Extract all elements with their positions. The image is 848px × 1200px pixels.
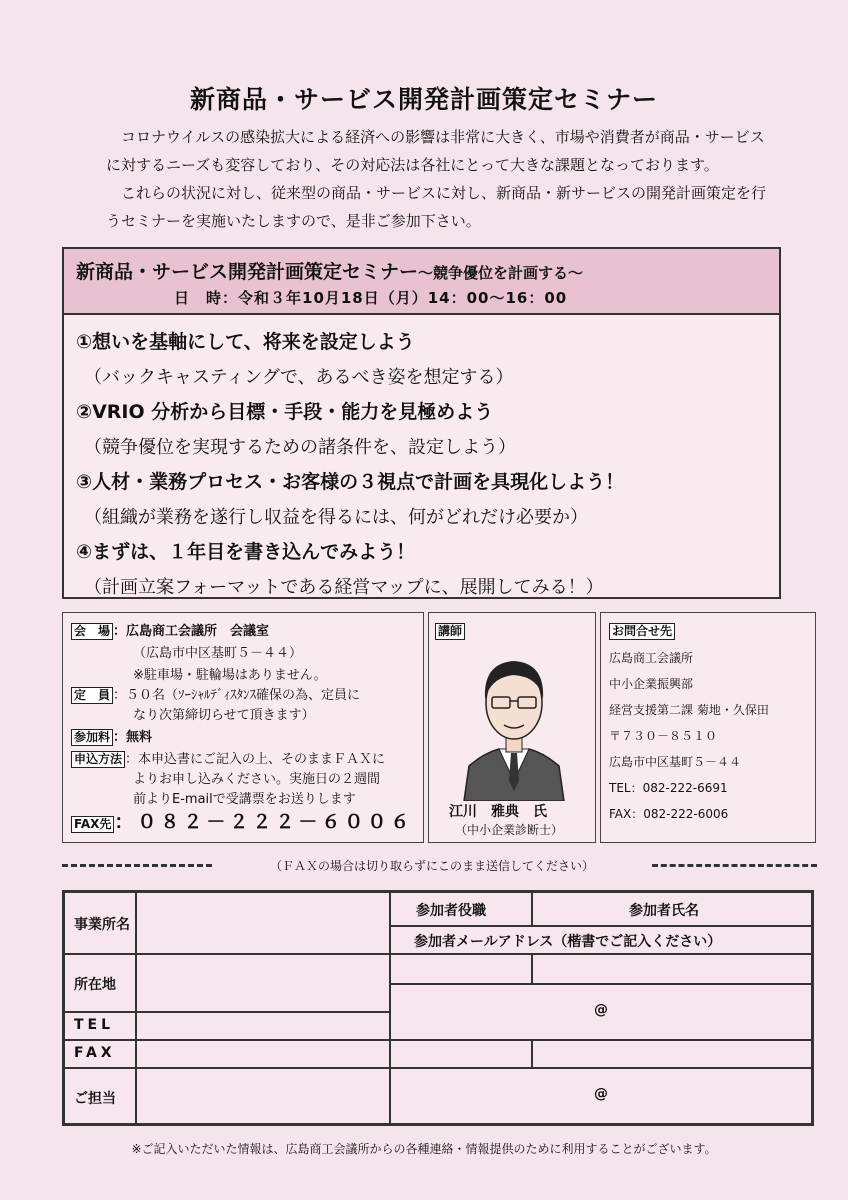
person-field[interactable] [136,1068,390,1124]
apply-line-3: 前よりE-mailで受講票をお送りします [133,792,356,807]
fee-label: 参加料 [71,729,113,746]
company-field[interactable] [136,892,390,954]
lecturer-name: 江川 雅典 氏 [449,804,547,820]
name-header: 参加者氏名 [629,903,699,919]
contact-label: お問合せ先 [609,623,675,640]
email-header: 参加者メールアドレス（楷書でご記入ください） [414,934,722,950]
venue-label: 会 場 [71,623,113,640]
contact-line: 〒７３０－８５１０ [609,729,718,743]
person-label: ご担当 [74,1091,116,1107]
role-field-1[interactable] [390,954,532,984]
venue-address: （広島市中区基町５－４４） [133,646,303,661]
point-sub: （競争優位を実現するための諸条件を、設定しよう） [84,437,516,458]
company-label: 事業所名 [74,917,130,933]
address-label: 所在地 [74,977,116,993]
email-at-1: @ [594,1002,608,1018]
parking-note: ※駐車場・駐輪場はありません。 [133,668,327,683]
point-heading: ④まずは、１年目を書き込んでみよう！ [76,541,416,563]
seminar-box [62,247,781,599]
lecturer-title: （中小企業診断士） [455,823,564,837]
point-heading: ③人材・業務プロセス・お客様の３視点で計画を具現化しよう！ [76,471,625,493]
intro-paragraph-1: コロナウイルスの感染拡大による経済への影響は非常に大きく、市場や消費者が商品・サービスに対するニーズも変容しており、その対応法は各社にとって大きな課題となっております。 [106,128,765,174]
fee-value: ：無料 [113,730,153,745]
intro-paragraph-2: これらの状況に対し、従来型の商品・サービスに対し、新商品・新サービスの開発計画策定を行うセミナーを実施いたしますので、是非ご参加下さい。 [106,184,767,230]
address-field[interactable] [136,954,390,1012]
cut-line [62,855,817,875]
email-at-2: @ [594,1086,608,1102]
name-field-1[interactable] [532,954,812,984]
seminar-date: 日 時：令和３年10月18日（月）14：00～16：00 [174,289,568,307]
capacity-note: なり次第締切らせて頂きます） [133,708,315,723]
seminar-subtitle: ～競争優位を計画する～ [418,264,584,282]
point-sub: （計画立案フォーマットである経営マップに、展開してみる！） [84,577,604,598]
dashed-line [652,864,817,867]
footer-note: ※ご記入いただいた情報は、広島商工会議所からの各種連絡・情報提供のために利用することがございます。 [131,1142,717,1156]
venue-box [62,612,424,843]
seminar-points [76,325,776,605]
seminar-title [76,257,583,284]
apply-line-2: よりお申し込みください。実施日の２週間 [133,772,381,787]
venue-name: ：広島商工会議所 会議室 [113,624,270,639]
capacity-value: ：５０名（ｿｰｼｬﾙﾃﾞｨｽﾀﾝｽ確保の為、定員に [113,688,361,703]
name-field-2[interactable] [532,1040,812,1068]
cut-note: （ＦＡＸの場合は切り取らずにこのまま送信してください） [212,857,652,874]
contact-line: 広島商工会議所 [609,651,694,665]
contact-fax: FAX：082-222-6006 [609,807,729,821]
lecturer-portrait [459,641,569,801]
application-form [62,890,814,1126]
page-title: 新商品・サービス開発計画策定セミナー [189,85,658,114]
intro-text [106,123,766,235]
contact-line: 経営支援第二課 菊地・久保田 [609,703,769,717]
apply-label: 申込方法 [71,751,125,768]
lecturer-label: 講師 [435,623,465,640]
contact-box [600,612,816,843]
contact-tel: TEL：082-222-6691 [609,781,728,795]
role-field-2[interactable] [390,1040,532,1068]
seminar-title-main: 新商品・サービス開発計画策定セミナー [76,261,419,283]
point-heading: ①想いを基軸にして、将来を設定しよう [76,331,415,353]
role-header: 参加者役職 [416,903,486,919]
seminar-header [64,249,779,315]
fax-number: ：０８２－２２２－６００６ [114,811,414,833]
fax-label: FAX先 [71,816,114,833]
point-heading: ②VRIO 分析から目標・手段・能力を見極めよう [76,401,494,423]
apply-line-1: ：本申込書にご記入の上、そのままＦＡＸに [125,752,386,767]
capacity-label: 定 員 [71,687,113,704]
lecturer-box [428,612,596,843]
fax-field-label: FAX [74,1045,116,1061]
tel-label: TEL [74,1017,115,1033]
contact-line: 中小企業振興部 [609,677,694,691]
fax-field[interactable] [136,1040,390,1068]
dashed-line [62,864,212,867]
point-sub: （バックキャスティングで、あるべき姿を想定する） [84,367,514,388]
contact-line: 広島市中区基町５－４４ [609,755,742,769]
tel-field[interactable] [136,1012,390,1040]
point-sub: （組織が業務を遂行し収益を得るには、何がどれだけ必要か） [84,507,588,528]
